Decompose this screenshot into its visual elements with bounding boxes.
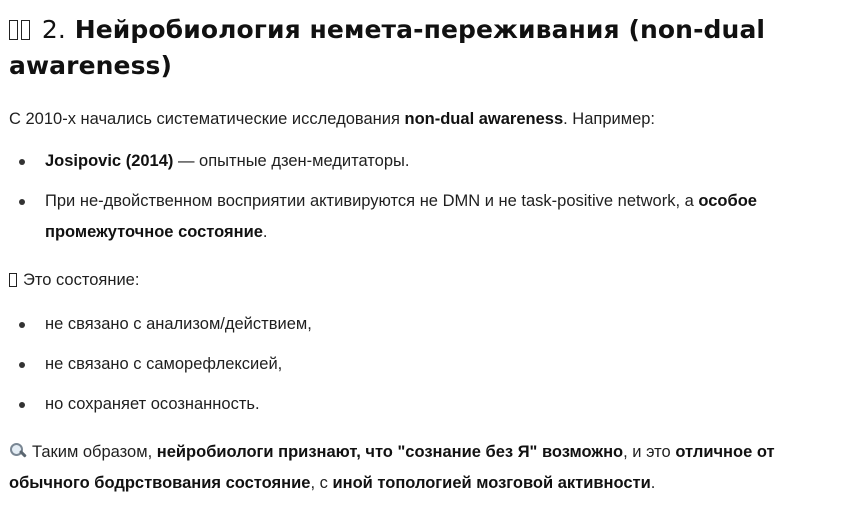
- conclusion-bold: нейробиологи признают, что "сознание без Я" возможно: [156, 443, 624, 461]
- list-item-bold: Josipovic (2014): [45, 152, 174, 170]
- findings-list: [9, 146, 839, 248]
- magnifier-icon: [9, 443, 27, 459]
- bullet-icon: [19, 159, 25, 165]
- intro-text: С 2010-х начались систематические исследования: [9, 110, 405, 128]
- list-item-text: При не-двойственном восприятии активируются не DMN и не task-positive network, а: [45, 192, 699, 210]
- bullet-icon: [19, 322, 25, 328]
- conclusion-bold: иной топологией мозговой активности: [332, 474, 651, 492]
- missing-glyph-icon: [9, 273, 17, 287]
- conclusion-paragraph: [9, 437, 839, 499]
- list-item: [9, 349, 839, 380]
- bullet-icon: [19, 362, 25, 368]
- list-item-bold: особое промежуточное состояние: [45, 192, 757, 241]
- list-item-text-end: .: [262, 223, 268, 241]
- bullet-icon: [19, 199, 25, 205]
- intro-paragraph: [9, 104, 839, 135]
- list-item: [9, 389, 839, 420]
- list-item-text: не связано с анализом/действием,: [45, 315, 312, 333]
- conclusion-text: , и это: [623, 443, 676, 461]
- state-paragraph: [9, 265, 839, 296]
- list-item-text: не связано с саморефлексией,: [45, 355, 283, 373]
- section-number: 2.: [41, 15, 66, 44]
- state-list: [9, 309, 839, 420]
- list-item: [9, 146, 839, 177]
- conclusion-text-end: .: [650, 474, 656, 492]
- state-text: Это состояние:: [23, 271, 140, 289]
- list-item: [9, 309, 839, 340]
- intro-text-end: . Например:: [563, 110, 656, 128]
- missing-glyph-icon: [21, 20, 30, 40]
- conclusion-text: , с: [310, 474, 333, 492]
- list-item-text: — опытные дзен-медитаторы.: [173, 152, 410, 170]
- section-title: Нейробиология немета-переживания (non-dual awareness): [9, 15, 766, 80]
- conclusion-bold: отличное от обычного бодрствования состояние: [9, 443, 775, 492]
- list-item: [9, 186, 839, 248]
- intro-bold-term: non-dual awareness: [404, 110, 564, 128]
- missing-glyph-icon: [9, 20, 18, 40]
- list-item-text: но сохраняет осознанность.: [45, 395, 260, 413]
- document-content: [9, 12, 839, 499]
- bullet-icon: [19, 402, 25, 408]
- conclusion-text: Таким образом,: [32, 443, 157, 461]
- section-heading: [9, 12, 839, 84]
